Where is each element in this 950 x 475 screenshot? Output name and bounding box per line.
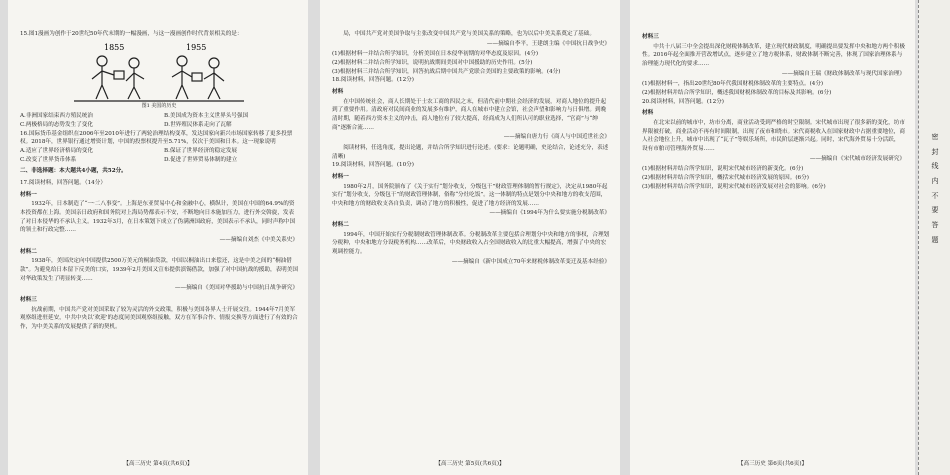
q20-sub-1: (1)根据材料并结合所学知识，说明宋代城市经济的新变化。(6分) <box>642 166 804 173</box>
q17-material-3-continued: 局，中国共产党对美国争取与主张改变中国共产党与美国关系的策略，也为以后中美关系奠定了基础。 <box>343 31 595 37</box>
q19-material-1-source: ——摘编自《1994年为什么要实施分税制改革》 <box>489 210 610 217</box>
q19-sub-2: (2)根据材料并结合所学知识，概述我国财税体制改革的目标及其影响。(6分) <box>642 89 832 96</box>
cartoon-illustration <box>74 41 244 103</box>
q15-option-c: C.两极格局的态势发生了变化 <box>20 122 93 129</box>
q17-material-1-label: 材料一 <box>20 191 37 198</box>
q17-material-3-label: 材料三 <box>20 296 37 303</box>
q15-option-b: B.美国成为资本主义世界头号强国 <box>164 113 249 120</box>
q18-stem: 18.阅读材料，回答问题。(12分) <box>332 77 414 84</box>
page-footer: 【高三历史 第6页(共6页)】 <box>737 461 808 468</box>
q19-stem: 19.阅读材料，回答问题。(10分) <box>332 162 414 169</box>
q17-stem: 17.阅读材料，回答问题。（14分） <box>20 180 106 186</box>
page-footer: 【高三历史 第4页(共6页)】 <box>123 461 193 468</box>
q19-material-2-text: 1994年，中国开始实行分税制财政管理体制改革。分税制改革主要包括合理划分中央和地方的事权，合理划分税种，中央和地方分设税务机构……改革后，中央财政收入占全国财政收入的比重大幅提高，增强了中央的宏观调控能力。 <box>332 231 610 256</box>
q20-stem: 20.阅读材料，回答问题。(12分) <box>642 98 724 105</box>
q17-material-2-text: 1938年，美国决定向中国提供2500万美元的桐油贷款，中国以桐油出口来偿还，这是中美之间的“桐油借款”。为避免给日本留下反美的口实，1939年2月美国又宣布提供滇锡借款，加强了对中国抗战的援助，表明美国对华政策发生了明显转变…… <box>20 258 298 282</box>
q20-sub-2: (2)根据材料并结合所学知识，概括宋代城市经济发展的原因。(6分) <box>642 174 809 181</box>
q17-material-1-text: 1932年，日本制造了“一·二八事变”。上海是东亚贸易中心和金融中心，横纵计，美国在中国的64.9%的资本投资都在上海。美国亲日政府和国务院对上海局势都表示不安，不断地向日本施加压力，进行外交斡旋，发表了对日本侵华的不承认主义。1932年3月，在日本策划下成立了伪满洲国政府，美国表示不承认，同时声称中国的领土和行政完整…… <box>20 201 296 234</box>
q17-material-3-source: ——摘编自李平，王建朗主编《中国抗日战争史》 <box>486 40 610 47</box>
q20-material-source: ——摘编自《宋代城市经济发展研究》 <box>809 155 905 162</box>
binding-notice: 密封线内不要答题 <box>931 133 939 244</box>
q20-material-label: 材料 <box>642 110 654 117</box>
q15-stem: 15.图1漫画为创作于20世纪50年代末期的一幅漫画，与这一漫画创作时代背景相关的是： <box>20 31 243 37</box>
q19-material-1-text: 1980年2月，国务院颁布了《关于实行“划分收支，分级包干”财政管理体制的暂行规定》，决定从1980年起实行“划分收支，分级包干”的财政管理体制，俗称“分灶吃饭”。这一体制的特点是划分中央和地方的收支范围，中央和地方的财政收支各自负责，调动了地方的积极性，促进了地方经济的发展…… <box>332 183 608 207</box>
q19-material-1-label: 材料一 <box>332 173 349 180</box>
cartoon-caption: 图1 美国的历史 <box>141 102 177 109</box>
q19-sub-1: (1)根据材料一，指出20世纪80年代我国财税体制改革的主要特点。(4分) <box>642 81 824 88</box>
q17-sub-3: (3)根据材料三并结合所学知识，回答抗战后期中国共产党联合美国的主要政策的影响。(4分) <box>332 68 561 75</box>
page-footer: 【高三历史 第5页(共6页)】 <box>435 461 505 468</box>
q19-material-3-label: 材料三 <box>642 34 659 40</box>
page-6 <box>630 0 915 475</box>
q17-material-1-source: ——摘编自刘杰《中美关系史》 <box>219 236 298 243</box>
q19-material-2-label: 材料二 <box>332 222 349 229</box>
q16-option-b: B.保证了世界经济的稳定发展 <box>164 148 238 155</box>
q16-option-c: C.改变了世界货币体系 <box>20 156 77 163</box>
q19-material-2-source: ——摘编自《新中国成立70年来财税体制改革变迁及基本经验》 <box>451 258 610 265</box>
cartoon-year-left: 1855 <box>104 42 125 52</box>
q19-material-3-text: 中共十八届三中全会提出深化财税体制改革，建立现代财政制度，明确提出要发挥中央和地方两个积极性。2016年起全面推开营改增试点，逐步建立了地方税体系，财政体制不断完善，体现了国家治理体系与治理能力现代化的要求…… <box>642 43 905 67</box>
q17-material-2-source: ——摘编自《美国对华援助与中国抗日战争研究》 <box>174 285 298 292</box>
q15-options <box>20 112 298 129</box>
q18-material-source: ——摘编自唐力行《商人与中国近世社会》 <box>503 134 610 141</box>
q17-material-2-label: 材料二 <box>20 248 37 255</box>
q20-sub-3: (3)根据材料并结合所学知识，说明宋代城市经济发展对社会的影响。(6分) <box>642 183 826 190</box>
q16-stem: 16.国际货币基金组织在2006年至2010年进行了两轮治理结构变革，发达国家向新兴市场国家转移了更多投票权。2018年，世界银行通过增资计划，中国的投票权提升至5.71%，仅次于美国和日本。这一现象说明 <box>20 130 293 146</box>
page-5 <box>320 0 620 475</box>
section-heading: 二、非选择题：本大题共4小题，共52分。 <box>20 168 127 175</box>
page-4 <box>8 0 308 475</box>
q16-option-d: D.促进了世界贸易体制的建立 <box>164 156 238 163</box>
q16-option-a: A.适应了世界经济格局的变化 <box>20 148 93 155</box>
cartoon-year-right: 1955 <box>186 42 207 52</box>
q17-sub-2: (2)根据材料二并结合所学知识，说明抗战期间美国对中国援助的历史作用。(5分) <box>332 59 533 66</box>
q16-options <box>20 147 298 164</box>
q20-material-text: 在北宋以前的城市中，坊市分离，商业活动受到严格的时空限制。宋代城市出现了很多新的变化，坊市界限被打破，商业活动不再有时间限制，出现了夜市和晓市。宋代商税收入在国家财政中占据重要地位，商人社会地位上升，城市中出现了“瓦子”等娱乐场所，市民阶层逐渐兴起。同时，宋代海外贸易十分活跃，设有市舶司管理海外贸易…… <box>642 119 905 152</box>
binding-strip <box>918 0 950 475</box>
q15-option-a: A.非洲国家结束西方殖民统治 <box>20 113 93 120</box>
q15-option-d: D.世界殖民体系走向了瓦解 <box>164 122 232 129</box>
q19-material-3-source: ——摘编自王瑞《财政体制改革与现代国家治理》 <box>781 70 905 77</box>
q17-sub-1: (1)根据材料一并结合所学知识，分析美国在日本侵华初期的对华态度及原因。(4分) <box>332 51 539 58</box>
q18-task: 阅读材料，任选角度，提出论题，并结合所学知识进行论述。(要求：论题明确，史论结合，论述充分，表述清晰) <box>332 144 609 160</box>
q18-material-label: 材料 <box>332 88 344 95</box>
q17-material-3-text: 抗战前期，中国共产党对美国采取了较为灵活的外交政策，积极与美国各界人士开展交往。1944年7月美军观察组进驻延安，中共中央以‘欢迎’的态度同美国观察组接触，双方在军事合作、情报交换等方面进行了有效的合作，为中美关系的发展提供了新的契机。 <box>20 306 298 330</box>
q18-material-text: 在中国传统社会，商人长期处于士农工商的四民之末，但清代前中期社会经济的发展，对商人地位的提升起到了重要作用。清政府对民间商业的发展多有维护，商人在城市中建立会馆，社会声望和影响力与日俱增。到晚清时期，随着西方资本主义的冲击，商人地位有了较大提高，经商成为人们所认可的职业选择，“官商”与“绅商”逐渐合流…… <box>332 98 607 131</box>
